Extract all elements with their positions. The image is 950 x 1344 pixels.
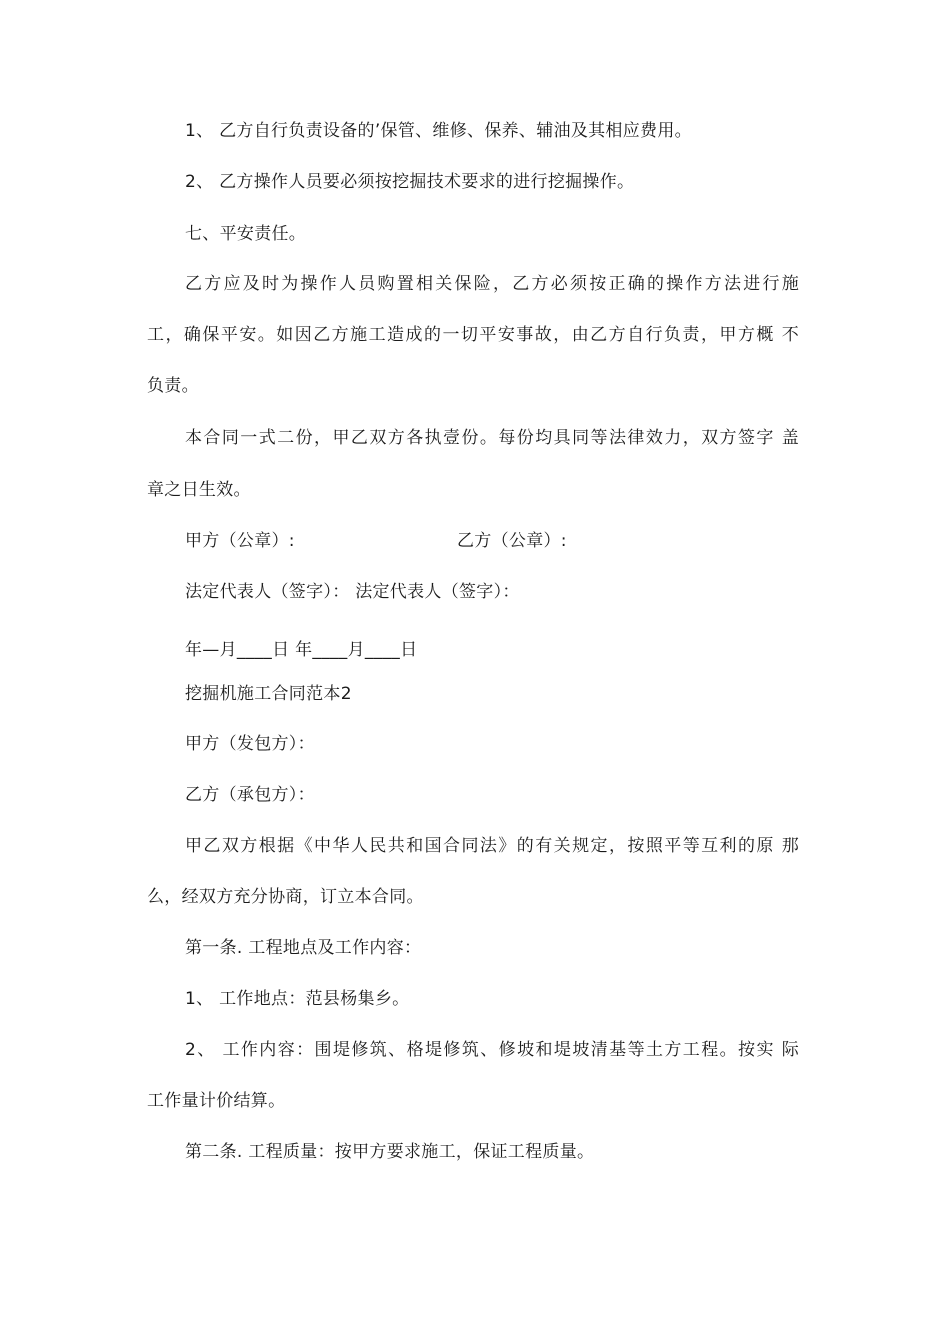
party-a-employer: 甲方（发包方）： <box>185 734 315 754</box>
legal-representative-signatures: 法定代表人（签字）： 法定代表人（签字）： <box>185 582 520 602</box>
date-blanks: 年—月____日 年____月____日 <box>185 640 418 660</box>
clause-2-operation: 2、 乙方操作人员要必须按挖掘技术要求的进行挖掘操作。 <box>185 172 635 192</box>
article-1-heading: 第一条. 工程地点及工作内容： <box>185 938 422 958</box>
article-2-quality: 第二条. 工程质量：按甲方要求施工，保证工程质量。 <box>185 1142 595 1162</box>
party-a-seal-label: 甲方（公章）: <box>185 531 295 551</box>
paragraph-line: 章之日生效。 <box>147 480 251 500</box>
party-b-seal-label: 乙方（公章）: <box>457 531 567 551</box>
paragraph-line: 么，经双方充分协商，订立本合同。 <box>147 887 424 907</box>
paragraph-line: 本合同一式二份，甲乙双方各执壹份。每份均具同等法律效力，双方签字 盖 <box>185 428 799 448</box>
clause-1-equipment: 1、 乙方自行负责设备的’保管、维修、保养、辅油及其相应费用。 <box>185 121 692 141</box>
section-heading-safety: 七、平安责任。 <box>185 224 307 244</box>
paragraph-line: 乙方应及时为操作人员购置相关保险，乙方必须按正确的操作方法进行施 <box>185 274 799 294</box>
work-location: 1、 工作地点：范县杨集乡。 <box>185 989 410 1009</box>
paragraph-line: 负责。 <box>147 376 199 396</box>
party-b-contractor: 乙方（承包方）： <box>185 785 315 805</box>
paragraph-line: 工，确保平安。如因乙方施工造成的一切平安事故，由乙方自行负责，甲方概 不 <box>147 325 799 345</box>
paragraph-line: 甲乙双方根据《中华人民共和国合同法》的有关规定，按照平等互利的原 那 <box>185 836 799 856</box>
paragraph-line: 工作量计价结算。 <box>147 1091 286 1111</box>
work-content: 2、 工作内容：围堤修筑、格堤修筑、修坡和堤坡清基等土方工程。按实 际 <box>185 1040 799 1060</box>
contract-template-title: 挖掘机施工合同范本2 <box>185 684 352 704</box>
